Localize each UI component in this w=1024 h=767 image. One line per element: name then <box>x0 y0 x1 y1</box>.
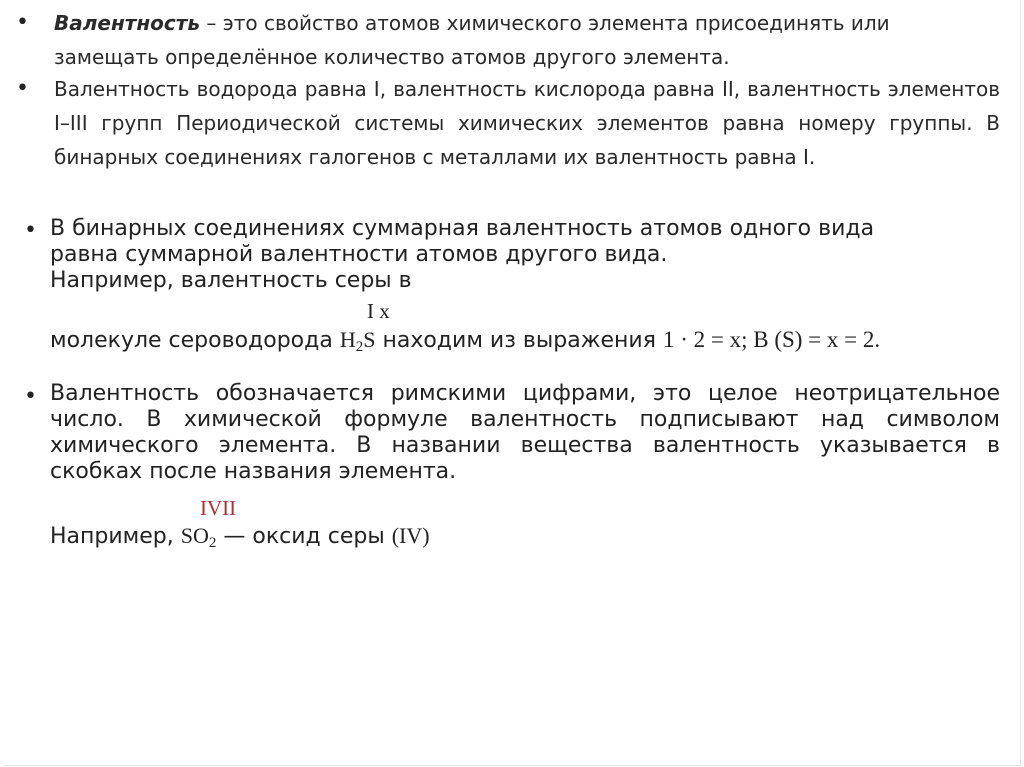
binary-line-1: В бинарных соединениях суммарная валентность атомов одного вида <box>50 216 875 241</box>
bullet-1: • <box>16 10 29 35</box>
so2-example-line <box>50 523 430 556</box>
formula-h2s: $H_2S$ <box>339 327 376 355</box>
bullet-3: • <box>24 218 37 243</box>
slide <box>4 0 1021 766</box>
definition-text: – это свойство атомов химического элемента присоединять или замещать определённое количество атомов другого элемента. <box>54 11 890 69</box>
term-valence: Валентность <box>54 11 201 35</box>
h2s-line-prefix: молекуле сероводорода <box>50 328 340 353</box>
definition-paragraph <box>54 6 1000 74</box>
so2-example-rest: — оксид серы <box>216 524 392 549</box>
valence-over-h2s: I x <box>367 299 390 323</box>
so2-valence-parenthetical: (IV) <box>391 523 430 548</box>
hydrogen-oxygen-paragraph: Валентность водорода равна I, валентность кислорода равна II, валентность элементов I–III групп Периодической системы химических элементов равна номеру группы. В бинарных соединениях галогенов с металлами их валентность равна I. <box>54 77 1000 169</box>
binary-compounds-paragraph <box>50 216 1000 294</box>
formula-so2: $SO_2$ <box>180 523 217 551</box>
valence-over-so2: IVII <box>200 496 237 520</box>
h2s-line-mid: находим из выражения <box>375 328 663 353</box>
binary-line-3: Например, валентность серы в <box>50 268 412 293</box>
h2s-example-line <box>50 327 880 360</box>
so2-example-prefix: Например, <box>50 524 181 549</box>
notation-paragraph: Валентность обозначается римскими цифрами, это целое неотрицательное число. В химической формуле валентность подписывают над символом химического элемента. В названии вещества валентность указывается в скобках после названия элемента. <box>50 381 1000 484</box>
bullet-2: • <box>16 76 29 101</box>
binary-line-2: равна суммарной валентности атомов другого вида. <box>50 242 668 267</box>
bullet-4: • <box>24 384 37 409</box>
valence-expression: 1 · 2 = x; В (S) = x = 2. <box>662 327 881 352</box>
